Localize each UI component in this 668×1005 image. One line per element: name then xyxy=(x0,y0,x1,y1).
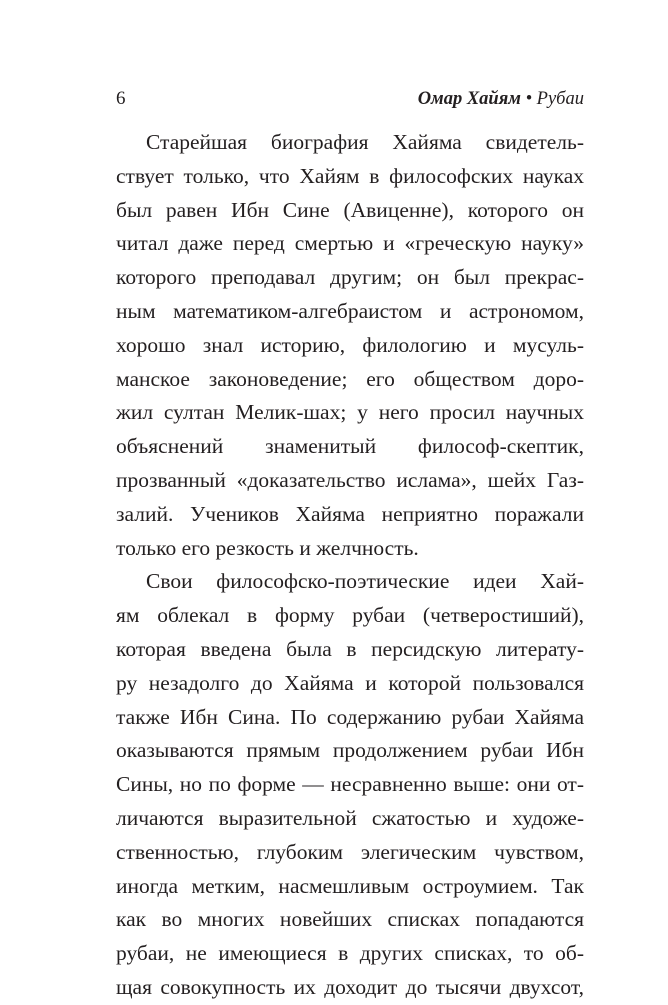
text-line: был равен Ибн Сине (Авиценне), которого он xyxy=(116,197,584,222)
body-text xyxy=(116,126,584,1005)
text-line: личаются выразительной сжатостью и художе- xyxy=(116,805,584,830)
text-line: которая введена была в персидскую литерату- xyxy=(116,636,584,661)
book-title: Рубаи xyxy=(536,89,584,109)
page-number: 6 xyxy=(116,88,126,109)
text-line: ям облекал в форму рубаи (четверостиший), xyxy=(116,603,584,628)
text-line: объяснений знаменитый философ-скептик, xyxy=(116,434,584,459)
title-separator: • xyxy=(520,89,537,109)
text-line: хорошо знал историю, филологию и мусуль- xyxy=(116,332,584,357)
text-line: жил султан Мелик-шах; у него просил научных xyxy=(116,400,584,425)
text-line: Сины, но по форме — несравненно выше: они от- xyxy=(116,772,584,797)
text-line: оказываются прямым продолжением рубаи Ибн xyxy=(116,738,584,763)
text-line: ру незадолго до Хайяма и которой пользовался xyxy=(116,670,584,695)
text-line: как во многих новейших списках попадаются xyxy=(116,907,584,932)
author-name: Омар Хайям xyxy=(417,89,521,109)
text-line: рубаи, не имеющиеся в других списках, то об- xyxy=(116,941,584,966)
text-line: читал даже перед смертью и «греческую науку» xyxy=(116,231,584,256)
text-line: ным математиком-алгебраистом и астрономом, xyxy=(116,298,584,323)
text-line: иногда метким, насмешливым остроумием. Так xyxy=(116,873,584,898)
text-line: ственностью, глубоким элегическим чувством, xyxy=(116,839,584,864)
running-title xyxy=(418,86,584,112)
text-line: также Ибн Сина. По содержанию рубаи Хайяма xyxy=(116,704,584,729)
text-line: ствует только, что Хайям в философских науках xyxy=(116,163,584,188)
paragraph-1 xyxy=(116,126,584,565)
text-line: которого преподавал другим; он был прекрас- xyxy=(116,265,584,290)
running-head xyxy=(116,86,584,112)
text-line: щая совокупность их доходит до тысячи двухсот, xyxy=(116,974,584,999)
text-line: манское законоведение; его обществом доро- xyxy=(116,366,584,391)
text-line: Свои философско-поэтические идеи Хай- xyxy=(146,569,584,594)
text-line: только его резкость и желчность. xyxy=(116,535,419,560)
text-line: прозванный «доказательство ислама», шейх Газ- xyxy=(116,467,584,492)
text-line: залий. Учеников Хайяма неприятно поражали xyxy=(116,501,584,526)
paragraph-2 xyxy=(116,565,584,1004)
text-line: Старейшая биография Хайяма свидетель- xyxy=(146,130,584,154)
